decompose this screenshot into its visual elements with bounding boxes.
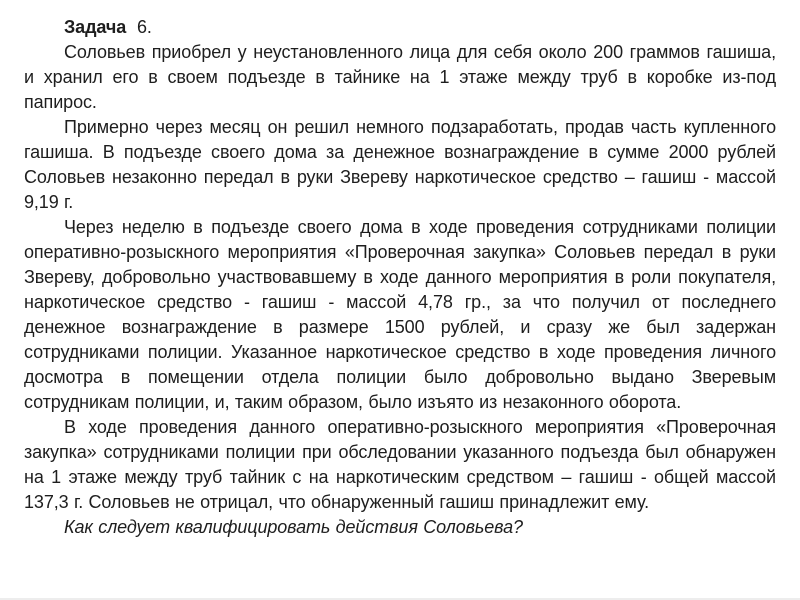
task-title-label: Задача <box>64 17 127 37</box>
task-title <box>24 15 776 40</box>
task-title-number: 6. <box>136 17 152 37</box>
paragraph-test-purchase: Через неделю в подъезде своего дома в ходе проведения сотрудниками полиции оперативно-розыскного мероприятия «Проверочная закупка» Соловьев передал в руки Звереву, добровольно участвовавшему в ходе данного мероприятия в роли покупателя, наркотическое средство - гашиш - массой 4,78 гр., за что получил от последнего денежное вознаграждение в размере 1500 рублей, и сразу же был задержан сотрудниками полиции. Указанное наркотическое средство в ходе проведения личного досмотра в помещении отдела полиции было добровольно выдано Зверевым сотрудникам полиции, и, таким образом, было изъято из незаконного оборота. <box>24 217 776 412</box>
paragraph-stash-discovery: В ходе проведения данного оперативно-розыскного мероприятия «Проверочная закупка» сотрудниками полиции при обследовании указанного подъезда был обнаружен на 1 этаже между труб тайник с на наркотическим средством – гашиш - общей массой 137,3 г. Соловьев не отрицал, что обнаруженный гашиш принадлежит ему. <box>24 417 776 512</box>
paragraph-acquisition: Соловьев приобрел у неустановленного лица для себя около 200 граммов гашиша, и хранил его в своем подъезде в тайнике на 1 этаже между труб в коробке из-под папирос. <box>24 42 776 112</box>
paragraph-first-sale: Примерно через месяц он решил немного подзаработать, продав часть купленного гашиша. В подъезде своего дома за денежное вознаграждение в сумме 2000 рублей Соловьев незаконно передал в руки Звереву наркотическое средство – гашиш - массой 9,19 г. <box>24 117 776 212</box>
question-paragraph: Как следует квалифицировать действия Соловьева? <box>64 517 523 537</box>
